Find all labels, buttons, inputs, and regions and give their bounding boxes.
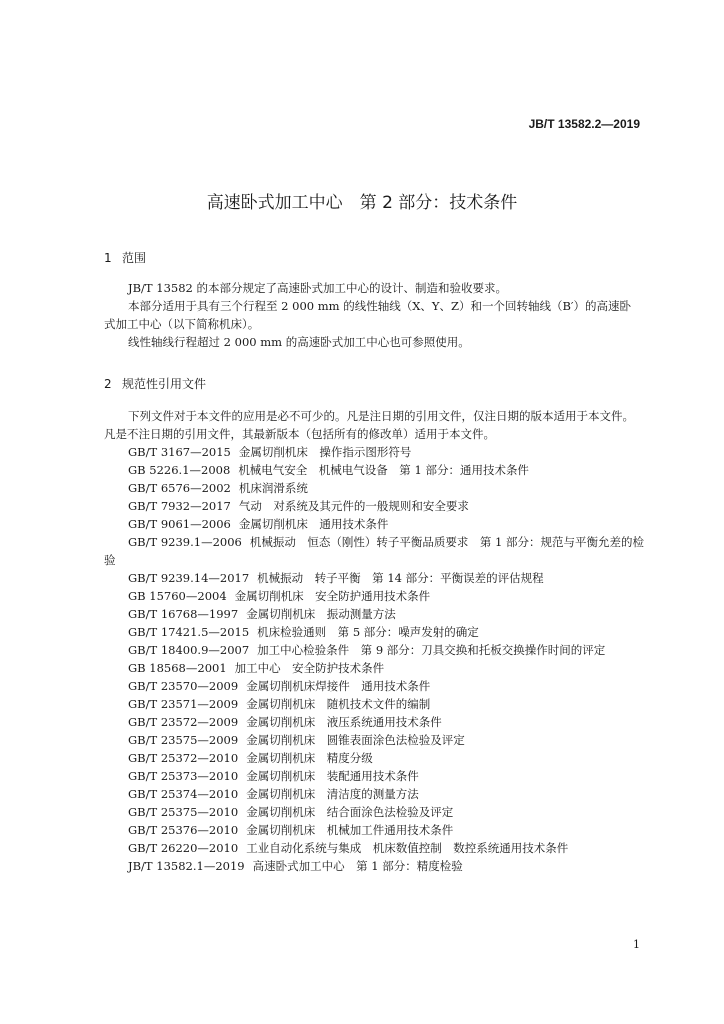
reference-title: 金属切削机床 安全防护通用技术条件 (234, 589, 431, 603)
reference-code: GB/T 23572—2009 (128, 715, 239, 729)
reference-title: 金属切削机床焊接件 通用技术条件 (246, 679, 431, 693)
reference-title: 金属切削机床 清洁度的测量方法 (246, 787, 419, 801)
reference-code: GB/T 25372—2010 (128, 751, 239, 765)
document-title: 高速卧式加工中心 第 2 部分：技术条件 (206, 193, 518, 213)
reference-title: 机械电气安全 机械电气设备 第 1 部分：通用技术条件 (238, 463, 529, 477)
reference-code: GB/T 26220—2010 (128, 841, 239, 855)
reference-item (104, 713, 644, 731)
reference-code: GB/T 9239.14—2017 (128, 571, 250, 585)
scope-paragraph-2: 本部分适用于具有三个行程至 2 000 mm 的线性轴线（X、Y、Z）和一个回转轴线（B′）的高速卧式加工中心（以下简称机床）。 (104, 299, 632, 331)
scope-paragraph-3: 线性轴线行程超过 2 000 mm 的高速卧式加工中心也可参照使用。 (128, 335, 470, 349)
scope-paragraph-1: JB/T 13582 的本部分规定了高速卧式加工中心的设计、制造和验收要求。 (128, 281, 507, 295)
reference-code: GB/T 25375—2010 (128, 805, 239, 819)
reference-title: 金属切削机床 液压系统通用技术条件 (246, 715, 442, 729)
reference-title: 金属切削机床 通用技术条件 (238, 517, 389, 531)
section-title: 规范性引用文件 (122, 377, 207, 391)
section-number: 1 (104, 251, 112, 265)
reference-item (104, 803, 644, 821)
reference-item (104, 497, 644, 515)
reference-title: 金属切削机床 操作指示图形符号 (238, 445, 412, 459)
section-heading-scope (104, 249, 146, 266)
reference-item (104, 623, 644, 641)
reference-item (104, 785, 644, 803)
reference-title: 机械振动 恒态（刚性）转子平衡品质要求 第 1 部分：规范与平衡允差的检验 (104, 535, 644, 567)
reference-title: 工业自动化系统与集成 机床数值控制 数控系统通用技术条件 (246, 841, 569, 855)
reference-item (104, 767, 644, 785)
reference-item (104, 749, 644, 767)
reference-title: 金属切削机床 精度分级 (246, 751, 373, 765)
reference-title: 金属切削机床 随机技术文件的编制 (246, 697, 431, 711)
reference-item (104, 569, 644, 587)
section-number: 2 (104, 377, 112, 391)
reference-title: 金属切削机床 圆锥表面涂色法检验及评定 (246, 733, 465, 747)
normative-intro: 下列文件对于本文件的应用是必不可少的。凡是注日期的引用文件，仅注日期的版本适用于本文件。凡是不注日期的引用文件，其最新版本（包括所有的修改单）适用于本文件。 (104, 409, 634, 441)
reference-code: GB/T 7932—2017 (128, 499, 231, 513)
reference-code: GB/T 25376—2010 (128, 823, 239, 837)
reference-title: 金属切削机床 装配通用技术条件 (246, 769, 419, 783)
page-number: 1 (633, 938, 640, 951)
reference-code: GB/T 3167—2015 (128, 445, 231, 459)
reference-code: GB/T 9239.1—2006 (128, 535, 242, 549)
reference-item (104, 443, 644, 461)
reference-item (104, 839, 644, 857)
reference-title: 高速卧式加工中心 第 1 部分：精度检验 (252, 859, 463, 873)
reference-title: 金属切削机床 结合面涂色法检验及评定 (246, 805, 454, 819)
reference-code: GB/T 9061—2006 (128, 517, 231, 531)
reference-item (104, 587, 644, 605)
reference-code: GB/T 6576—2002 (128, 481, 231, 495)
reference-item (104, 605, 644, 623)
reference-code: GB/T 16768—1997 (128, 607, 239, 621)
reference-item (104, 641, 644, 659)
reference-code: JB/T 13582.1—2019 (128, 859, 245, 873)
reference-item (104, 461, 644, 479)
reference-title: 加工中心 安全防护技术条件 (234, 661, 385, 675)
reference-list (104, 443, 644, 875)
reference-title: 加工中心检验条件 第 9 部分：刀具交换和托板交换操作时间的评定 (257, 643, 606, 657)
reference-title: 机床检验通则 第 5 部分：噪声发射的确定 (257, 625, 479, 639)
reference-item (104, 533, 644, 569)
reference-code: GB/T 18400.9—2007 (128, 643, 250, 657)
reference-code: GB/T 25374—2010 (128, 787, 239, 801)
reference-item (104, 677, 644, 695)
standard-code: JB/T 13582.2—2019 (528, 117, 640, 131)
reference-code: GB 5226.1—2008 (128, 463, 231, 477)
reference-item (104, 479, 644, 497)
reference-title: 金属切削机床 振动测量方法 (246, 607, 396, 621)
reference-title: 金属切削机床 机械加工件通用技术条件 (246, 823, 454, 837)
section-heading-normative (104, 375, 206, 392)
reference-item (104, 659, 644, 677)
reference-item (104, 821, 644, 839)
reference-item (104, 695, 644, 713)
reference-title: 机械振动 转子平衡 第 14 部分：平衡误差的评估规程 (257, 571, 544, 585)
reference-code: GB 18568—2001 (128, 661, 227, 675)
reference-code: GB/T 17421.5—2015 (128, 625, 250, 639)
reference-code: GB/T 23571—2009 (128, 697, 239, 711)
reference-code: GB/T 23570—2009 (128, 679, 239, 693)
reference-item (104, 731, 644, 749)
reference-title: 机床润滑系统 (238, 481, 308, 495)
reference-title: 气动 对系统及其元件的一般规则和安全要求 (238, 499, 469, 513)
reference-item (104, 857, 644, 875)
reference-item (104, 515, 644, 533)
reference-code: GB/T 25373—2010 (128, 769, 239, 783)
reference-code: GB/T 23575—2009 (128, 733, 239, 747)
reference-code: GB 15760—2004 (128, 589, 227, 603)
section-title: 范围 (122, 251, 147, 265)
